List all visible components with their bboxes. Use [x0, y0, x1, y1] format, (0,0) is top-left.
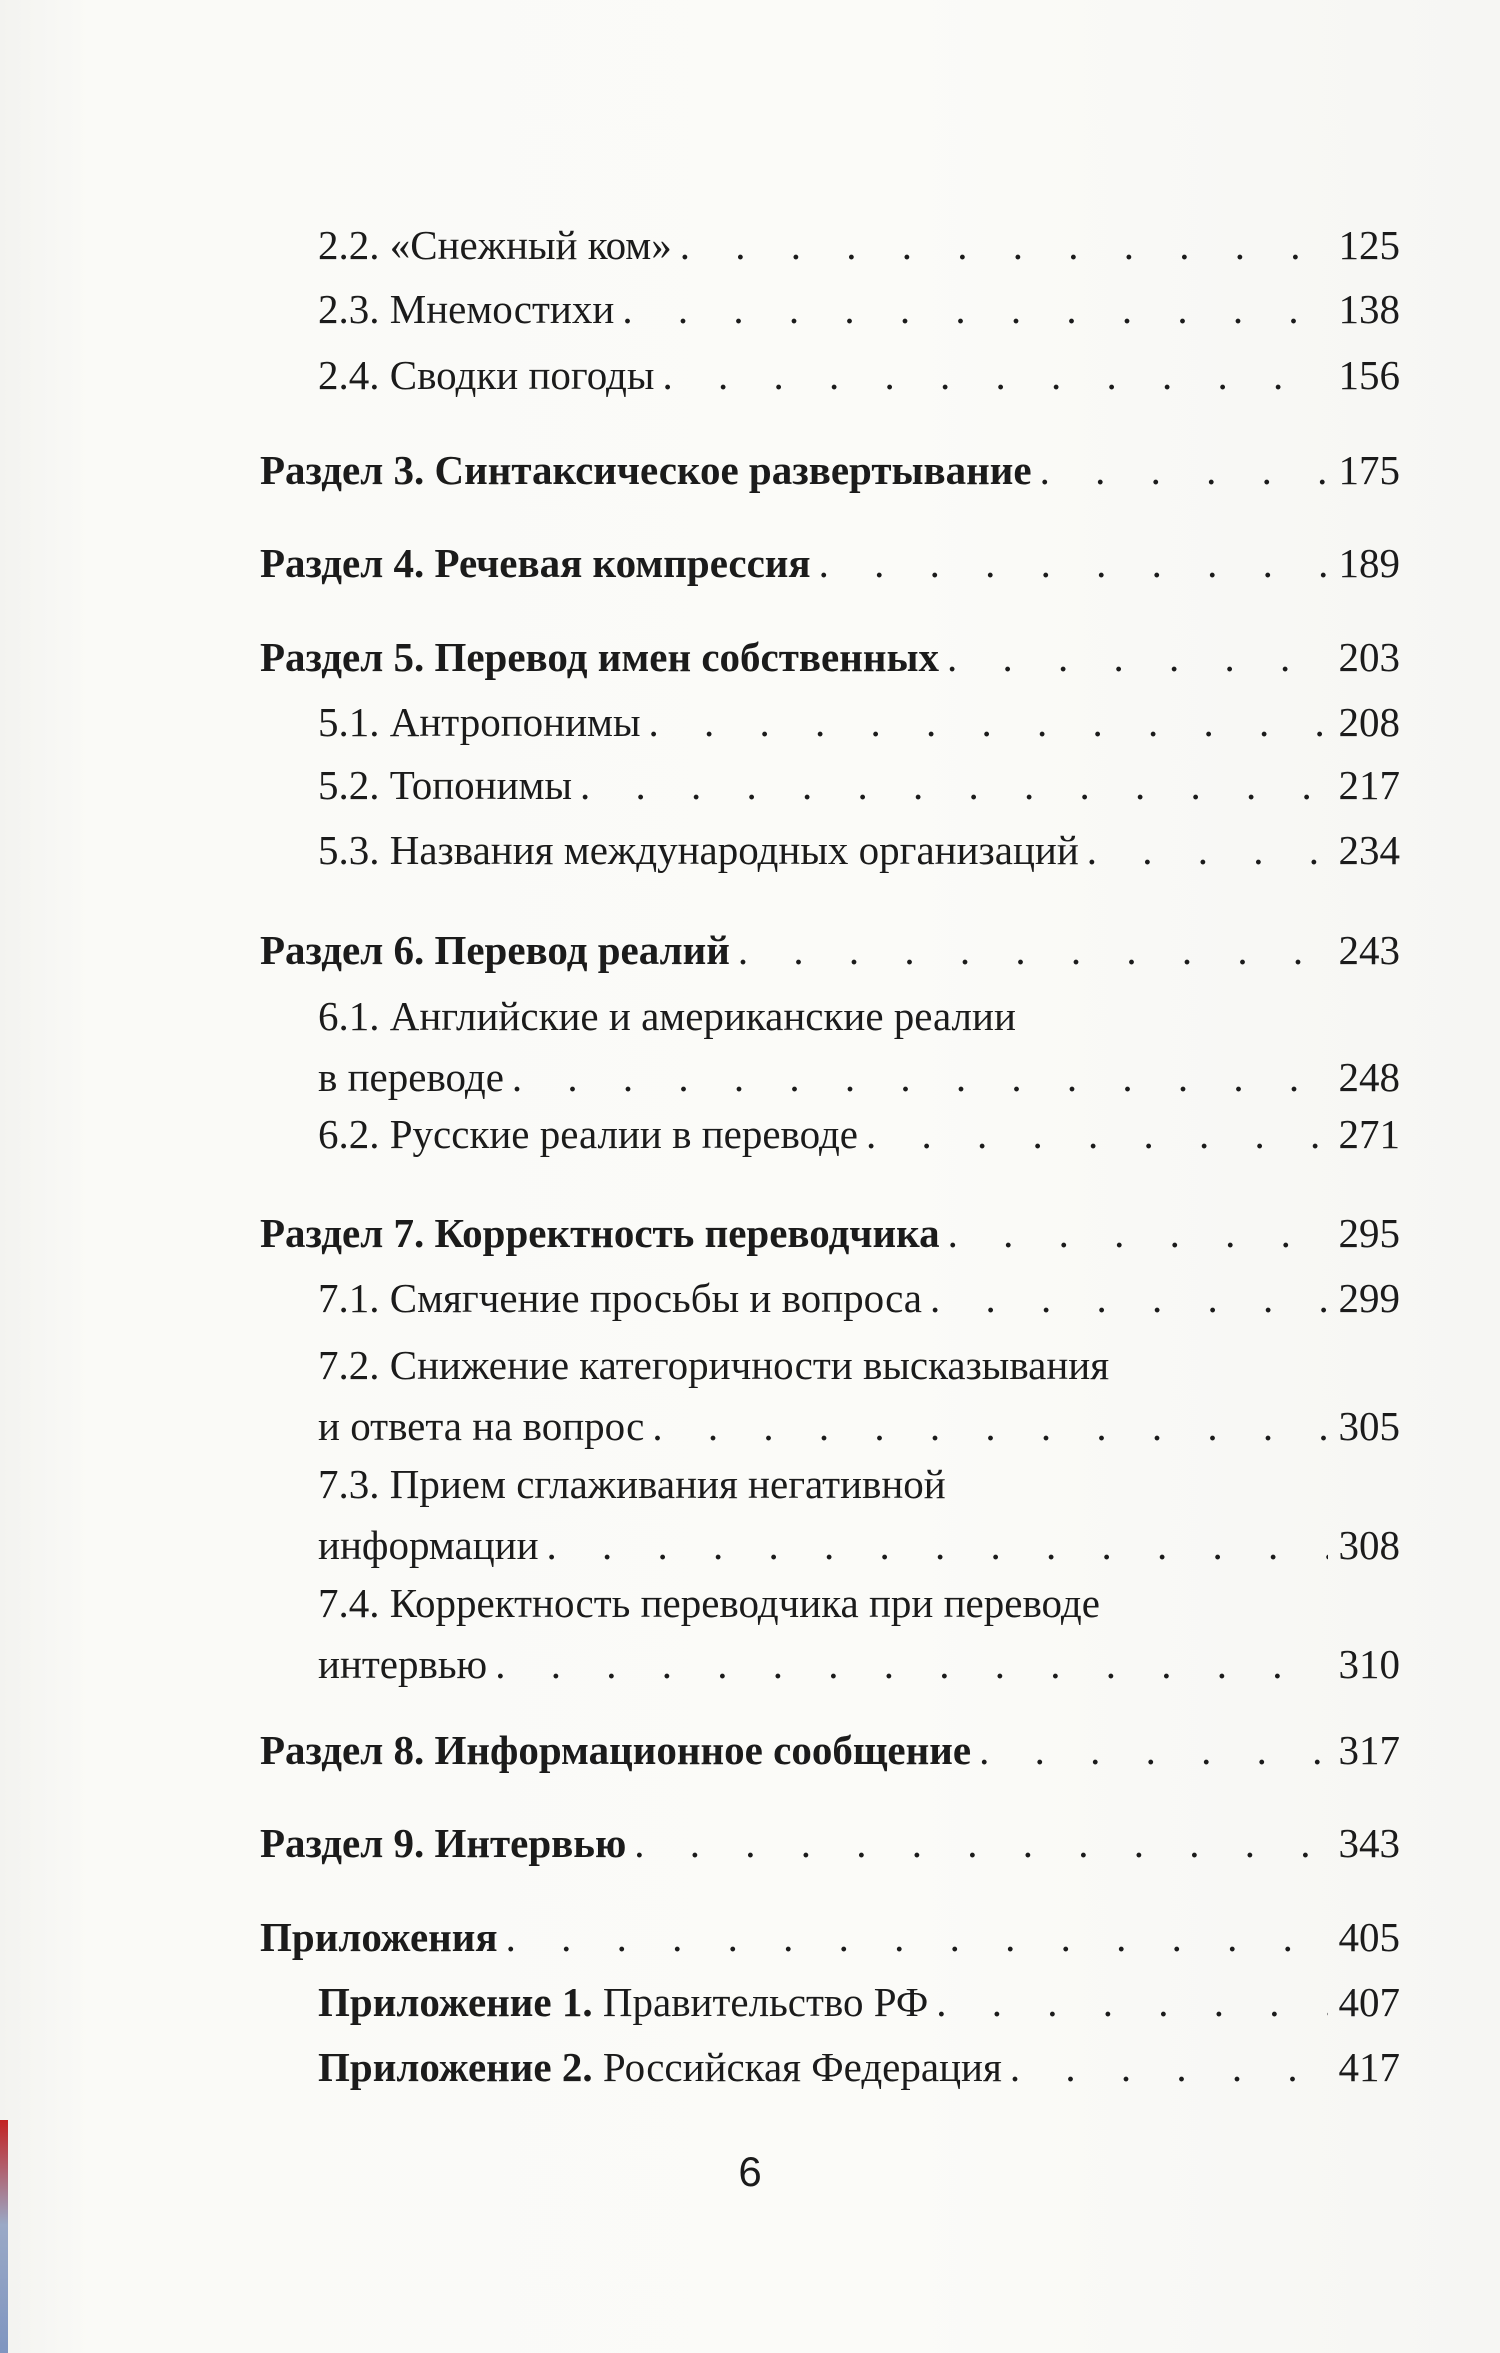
toc-label: интервью: [318, 1641, 488, 1687]
dot-leader: [819, 533, 1328, 594]
toc-label: 5.3. Названия международных организаций: [318, 827, 1079, 873]
toc-label: и ответа на вопрос: [318, 1403, 645, 1449]
toc-entry-5-3[interactable]: [318, 820, 1400, 881]
toc-appendix-2[interactable]: [318, 2037, 1400, 2098]
dot-leader: [979, 1720, 1328, 1781]
toc-page: 175: [1338, 447, 1400, 493]
toc-page: 248: [1338, 1054, 1400, 1100]
toc-page: 208: [1338, 699, 1400, 745]
dot-leader: [634, 1813, 1328, 1874]
dot-leader: [662, 345, 1328, 406]
toc-label: Приложения: [260, 1914, 498, 1960]
dot-leader: [680, 215, 1328, 276]
appendix-title: Российская Федерация: [592, 2044, 1002, 2090]
toc-label: Раздел 9. Интервью: [260, 1820, 627, 1866]
toc-label: Раздел 5. Перевод имен собственных: [260, 634, 939, 680]
dot-leader: [1010, 2037, 1328, 2098]
toc-label: 5.2. Топонимы: [318, 762, 573, 808]
toc-label: 6.2. Русские реалии в переводе: [318, 1111, 859, 1157]
toc-page: 308: [1338, 1522, 1400, 1568]
toc-page: 343: [1338, 1820, 1400, 1866]
toc-entry-6-2[interactable]: [318, 1104, 1400, 1165]
toc-section-4[interactable]: [260, 533, 1400, 594]
dot-leader: [512, 1047, 1328, 1108]
dot-leader: [936, 1972, 1328, 2033]
dot-leader: [948, 1203, 1328, 1264]
toc-page: 310: [1338, 1641, 1400, 1687]
toc-section-3[interactable]: [260, 440, 1400, 501]
toc-entry-6-1[interactable]: [318, 986, 1400, 1108]
toc-entry-7-4[interactable]: [318, 1573, 1400, 1695]
toc-label: [318, 1972, 928, 2033]
toc-label: Раздел 3. Синтаксическое развертывание: [260, 447, 1032, 493]
toc-page: 156: [1338, 352, 1400, 398]
toc-page: 203: [1338, 634, 1400, 680]
toc-entry-5-1[interactable]: [318, 692, 1400, 753]
toc-label: 2.2. «Снежный ком»: [318, 222, 672, 268]
appendix-title: Правительство РФ: [592, 1979, 929, 2025]
toc-label-line1: 7.3. Прием сглаживания негативной: [318, 1461, 946, 1507]
toc-page: 405: [1338, 1914, 1400, 1960]
toc-page: 417: [1338, 2044, 1400, 2090]
toc-entry-2-4[interactable]: [318, 345, 1400, 406]
toc-page: 243: [1338, 927, 1400, 973]
toc-appendix-1[interactable]: [318, 1972, 1400, 2033]
toc-entry-7-3[interactable]: [318, 1454, 1400, 1576]
dot-leader: [547, 1515, 1328, 1576]
dot-leader: [1087, 820, 1328, 881]
toc-label: 2.4. Сводки погоды: [318, 352, 655, 398]
toc-label: 5.1. Антропонимы: [318, 699, 641, 745]
toc-label-line1: 6.1. Английские и американские реалии: [318, 993, 1016, 1039]
toc-label: Раздел 8. Информационное сообщение: [260, 1727, 972, 1773]
toc-entry-5-2[interactable]: [318, 755, 1400, 816]
toc-section-9[interactable]: [260, 1813, 1400, 1874]
dot-leader: [866, 1104, 1328, 1165]
dot-leader: [506, 1907, 1328, 1968]
toc-page: 299: [1338, 1275, 1400, 1321]
toc-label: информации: [318, 1522, 539, 1568]
toc-page: 234: [1338, 827, 1400, 873]
toc-label: 2.3. Мнемостихи: [318, 286, 615, 332]
dot-leader: [622, 279, 1328, 340]
dot-leader: [947, 627, 1328, 688]
dot-leader: [649, 692, 1328, 753]
toc-label: Раздел 4. Речевая компрессия: [260, 540, 811, 586]
toc-entry-2-3[interactable]: [318, 279, 1400, 340]
dot-leader: [930, 1268, 1328, 1329]
toc-page: 138: [1338, 286, 1400, 332]
toc-page: 125: [1338, 222, 1400, 268]
appendix-prefix: Приложение 2.: [318, 2044, 593, 2090]
toc-label: 7.1. Смягчение просьбы и вопроса: [318, 1275, 923, 1321]
appendix-prefix: Приложение 1.: [318, 1979, 593, 2025]
dot-leader: [738, 920, 1328, 981]
toc-page: 407: [1338, 1979, 1400, 2025]
toc-label: в переводе: [318, 1054, 504, 1100]
toc-label-line1: 7.4. Корректность переводчика при переводе: [318, 1580, 1100, 1626]
toc-label: Раздел 6. Перевод реалий: [260, 927, 730, 973]
page-number: 6: [738, 2148, 762, 2195]
toc-page: 295: [1338, 1210, 1400, 1256]
toc-label-line1: 7.2. Снижение категоричности высказывания: [318, 1342, 1110, 1388]
toc-label: Раздел 7. Корректность переводчика: [260, 1210, 940, 1256]
toc-label: [318, 2037, 1002, 2098]
toc-section-6[interactable]: [260, 920, 1400, 981]
toc-section-7[interactable]: [260, 1203, 1400, 1264]
toc-page: 305: [1338, 1403, 1400, 1449]
dot-leader: [1040, 440, 1328, 501]
dot-leader: [580, 755, 1328, 816]
toc-section-8[interactable]: [260, 1720, 1400, 1781]
dot-leader: [495, 1634, 1328, 1695]
toc-page: 271: [1338, 1111, 1400, 1157]
toc-section-5[interactable]: [260, 627, 1400, 688]
dot-leader: [652, 1396, 1328, 1457]
toc-entry-7-2[interactable]: [318, 1335, 1400, 1457]
toc-entry-2-2[interactable]: [318, 215, 1400, 276]
toc-page: 217: [1338, 762, 1400, 808]
toc-appendices[interactable]: [260, 1907, 1400, 1968]
toc-entry-7-1[interactable]: [318, 1268, 1400, 1329]
toc-page: 189: [1338, 540, 1400, 586]
toc-page: 317: [1338, 1727, 1400, 1773]
